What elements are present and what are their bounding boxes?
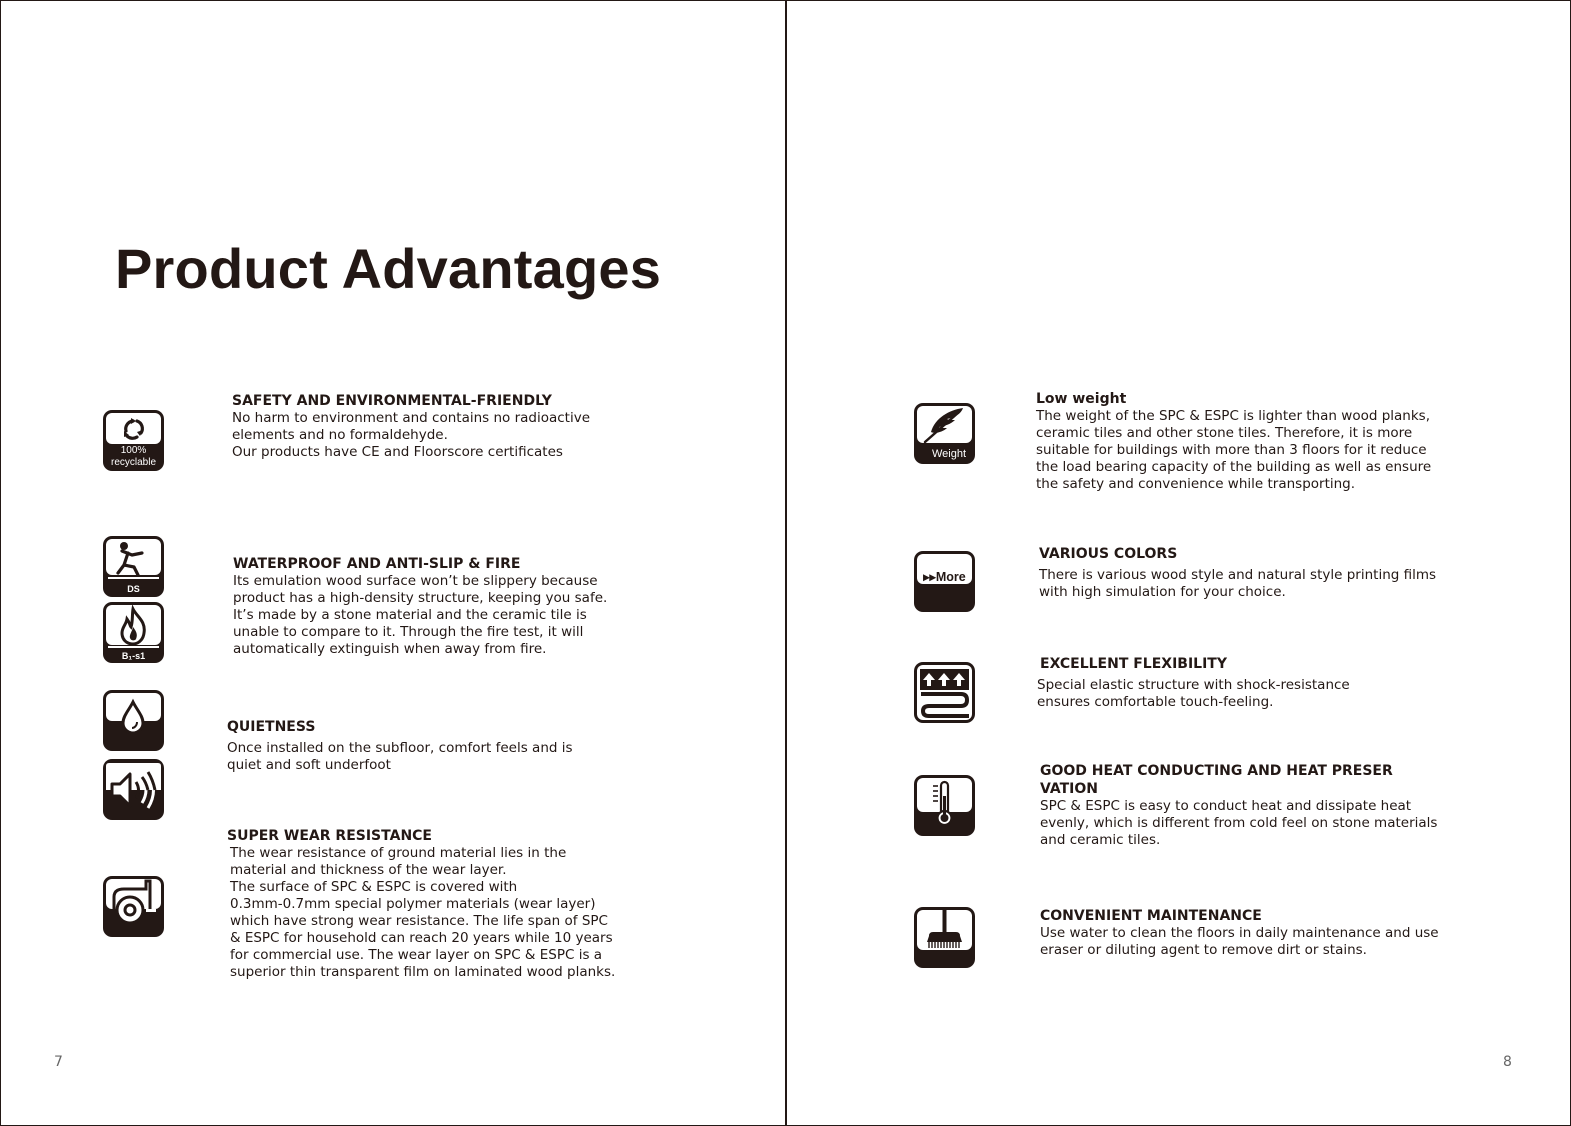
feature-text-line: which have strong wear resistance. The life span of SPC [230,913,608,929]
recycle-icon [102,409,165,472]
feature-text-line: SPC & ESPC is easy to conduct heat and dissipate heat [1040,798,1412,814]
feature-low-weight [1036,390,1431,493]
feature-text-line: 0.3mm-0.7mm special polymer materials (wear layer) [230,896,596,912]
broom-icon [913,906,976,969]
feature-text-line: product has a high-density structure, keeping you safe. [233,590,608,606]
fire-label: B₁-s1 [121,651,146,661]
feature-text-line: Once installed on the subfloor, comfort feels and is [227,740,573,756]
feature-text-line: with high simulation for your choice. [1039,584,1286,600]
feather-icon [913,402,976,465]
feature-safety [232,392,590,461]
feature-various-colors [1039,545,1436,601]
page-number-right: 8 [1503,1054,1512,1070]
feature-heading: EXCELLENT FLEXIBILITY [1040,656,1227,672]
feature-flexibility [1037,655,1350,711]
speaker-icon [102,758,165,821]
page-fold-line [785,0,787,1126]
feature-text-line: The surface of SPC & ESPC is covered with [230,879,518,895]
flexibility-icon [913,661,976,724]
feature-heading: SAFETY AND ENVIRONMENTAL-FRIENDLY [232,393,552,409]
feature-text-line: evenly, which is different from cold feel on stone materials [1040,815,1438,831]
feature-text-line: Our products have CE and Floorscore certificates [232,444,563,460]
page-title: Product Advantages [115,237,662,300]
feature-text-line: material and thickness of the wear layer. [230,862,507,878]
feature-text-line: the load bearing capacity of the building as well as ensure [1036,459,1432,475]
fire-icon [102,601,165,664]
more-label: ▸▸More [923,570,966,584]
anti-slip-icon [102,535,165,598]
feature-text-line: for commercial use. The wear layer on SPC & ESPC is a [230,947,603,963]
feature-text-line: and ceramic tiles. [1040,832,1161,848]
feature-text-line: It’s made by a stone material and the ceramic tile is [233,607,587,623]
wear-layer-icon [102,875,165,938]
feature-text-line: No harm to environment and contains no radioactive [232,410,591,426]
feature-heading: GOOD HEAT CONDUCTING AND HEAT PRESER [1040,763,1393,779]
feature-waterproof [233,555,607,658]
feature-text-line: There is various wood style and natural style printing films [1039,567,1437,583]
weight-label: Weight [931,448,967,460]
feature-heat [1040,762,1437,849]
feature-text-line: the safety and convenience while transporting. [1036,476,1356,492]
recycle-label-top: 100% [120,445,147,456]
recycle-label-bottom: recyclable [110,457,157,468]
feature-text-line: suitable for buildings with more than 3 floors for it reduce [1036,442,1427,458]
feature-heading: QUIETNESS [227,719,316,735]
feature-heading: Low weight [1036,391,1127,407]
feature-wear-resistance [227,827,615,981]
feature-heading: VATION [1040,781,1099,797]
feature-text-line: superior thin transparent film on laminated wood planks. [230,964,616,980]
feature-text-line: The weight of the SPC & ESPC is lighter than wood planks, [1036,408,1430,424]
water-drop-icon [102,689,165,752]
feature-heading: SUPER WEAR RESISTANCE [227,828,432,844]
feature-heading: WATERPROOF AND ANTI-SLIP & FIRE [233,556,521,572]
page-number-left: 7 [54,1054,63,1070]
feature-heading: CONVENIENT MAINTENANCE [1040,908,1262,924]
feature-text-line: The wear resistance of ground material lies in the [230,845,567,861]
feature-text-line: eraser or diluting agent to remove dirt or stains. [1040,942,1367,958]
feature-text-line: & ESPC for household can reach 20 years while 10 years [230,930,613,946]
thermometer-icon [913,774,976,837]
feature-text-line: Use water to clean the floors in daily maintenance and use [1040,925,1439,941]
feature-quietness [227,718,573,774]
feature-text-line: elements and no formaldehyde. [232,427,448,443]
feature-text-line: Its emulation wood surface won’t be slippery because [233,573,598,589]
feature-text-line: ceramic tiles and other stone tiles. Therefore, it is more [1036,425,1413,441]
feature-text-line: automatically extinguish when away from fire. [233,641,547,657]
feature-text-line: ensures comfortable touch-feeling. [1037,694,1274,710]
feature-maintenance [1040,907,1439,959]
feature-heading: VARIOUS COLORS [1039,546,1178,562]
anti-slip-label: DS [127,584,140,594]
feature-text-line: Special elastic structure with shock-resistance [1037,677,1350,693]
feature-text-line: quiet and soft underfoot [227,757,391,773]
feature-text-line: unable to compare to it. Through the fire test, it will [233,624,584,640]
more-colors-icon [913,550,976,613]
